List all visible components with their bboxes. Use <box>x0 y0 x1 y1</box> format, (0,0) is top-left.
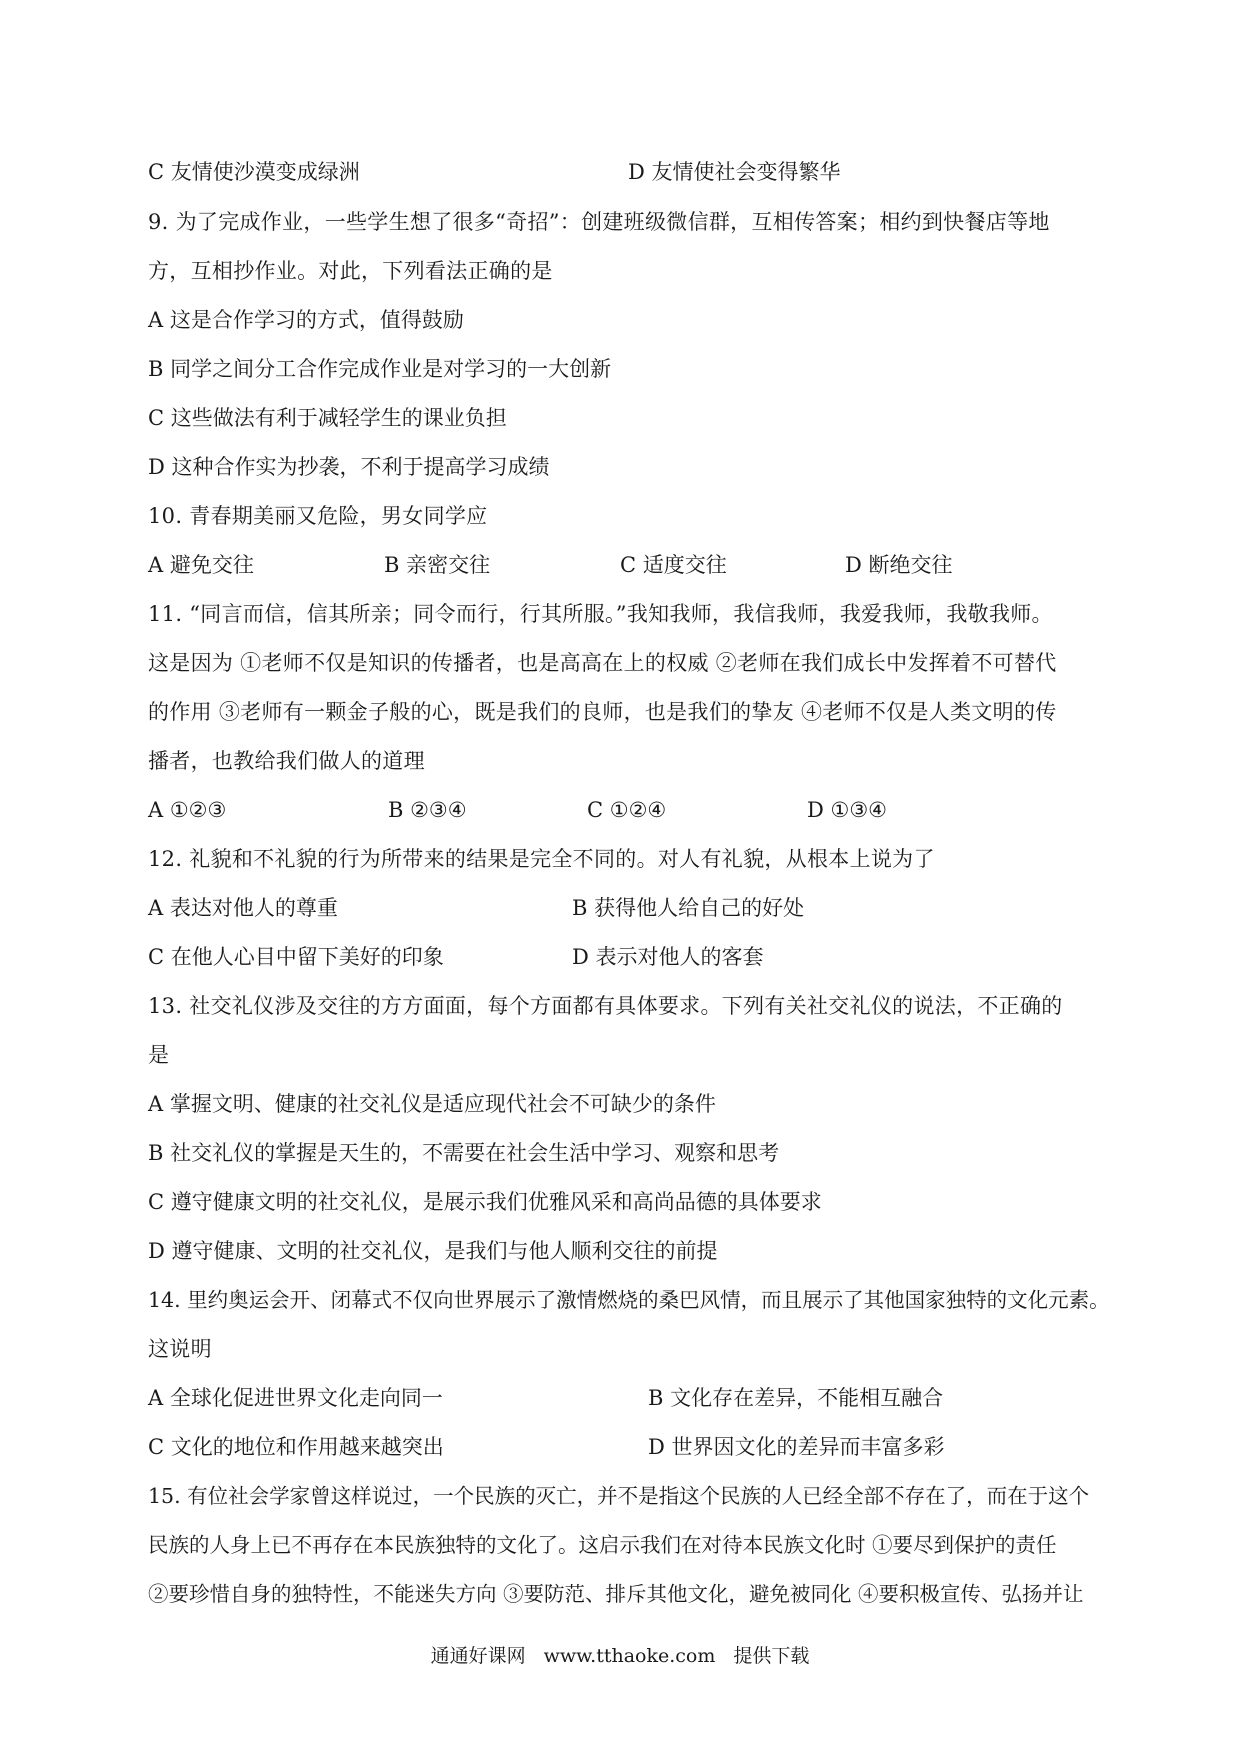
q11-option-d: D ①③④ <box>807 798 887 822</box>
q15-stem-line-1: 15. 有位社会学家曾这样说过，一个民族的灭亡，并不是指这个民族的人已经全部不存在了，而在于这个 <box>148 1484 1090 1508</box>
q11-option-a: A ①②③ <box>148 798 227 822</box>
q13-option-c: C 遵守健康文明的社交礼仪，是展示我们优雅风采和高尚品德的具体要求 <box>148 1190 822 1214</box>
q11-stem-line-1: 11. “同言而信，信其所亲；同令而行，行其所服。”我知我师，我信我师，我爱我师，我敬我师。 <box>148 602 1053 626</box>
q13-option-a: A 掌握文明、健康的社交礼仪是适应现代社会不可缺少的条件 <box>148 1092 716 1116</box>
q13-option-b: B 社交礼仪的掌握是天生的，不需要在社会生活中学习、观察和思考 <box>148 1141 780 1165</box>
q9-option-c: C 这些做法有利于减轻学生的课业负担 <box>148 406 507 430</box>
q10-option-b: B 亲密交往 <box>384 553 491 577</box>
q12-option-b: B 获得他人给自己的好处 <box>572 896 805 920</box>
q14-stem-line-1: 14. 里约奥运会开、闭幕式不仅向世界展示了激情燃烧的桑巴风情，而且展示了其他国家独特的文化元素。 <box>148 1288 1110 1312</box>
q14-option-d: D 世界因文化的差异而丰富多彩 <box>648 1435 945 1459</box>
q9-stem-line-1: 9. 为了完成作业，一些学生想了很多“奇招”：创建班级微信群，互相传答案；相约到快餐店等地 <box>148 210 1050 234</box>
q12-option-c: C 在他人心目中留下美好的印象 <box>148 945 444 969</box>
footer-url[interactable]: www.tthaoke.com <box>543 1645 716 1667</box>
q14-option-b: B 文化存在差异，不能相互融合 <box>648 1386 944 1410</box>
q11-option-c: C ①②④ <box>587 798 667 822</box>
q13-option-d: D 遵守健康、文明的社交礼仪，是我们与他人顺利交往的前提 <box>148 1239 718 1263</box>
q14-option-a: A 全球化促进世界文化走向同一 <box>148 1386 443 1410</box>
q9-option-d: D 这种合作实为抄袭，不利于提高学习成绩 <box>148 455 550 479</box>
q10-option-c: C 适度交往 <box>620 553 727 577</box>
footer-provide-text: 提供下载 <box>733 1645 810 1667</box>
q9-option-b: B 同学之间分工合作完成作业是对学习的一大创新 <box>148 357 612 381</box>
q14-option-c: C 文化的地位和作用越来越突出 <box>148 1435 444 1459</box>
q15-stem-line-3: ②要珍惜自身的独特性，不能迷失方向 ③要防范、排斥其他文化，避免被同化 ④要积极宣传、弘扬并让 <box>148 1582 1084 1606</box>
q14-stem-line-2: 这说明 <box>148 1337 212 1361</box>
q13-stem-line-1: 13. 社交礼仪涉及交往的方方面面，每个方面都有具体要求。下列有关社交礼仪的说法，不正确的 <box>148 994 1063 1018</box>
q13-stem-line-2: 是 <box>148 1043 170 1067</box>
q11-stem-line-3: 的作用 ③老师有一颗金子般的心，既是我们的良师，也是我们的挚友 ④老师不仅是人类文明的传 <box>148 700 1057 724</box>
q15-stem-line-2: 民族的人身上已不再存在本民族独特的文化了。这启示我们在对待本民族文化时 ①要尽到保护的责任 <box>148 1533 1057 1557</box>
footer-site-name: 通通好课网 <box>430 1645 526 1667</box>
q9-option-a: A 这是合作学习的方式，值得鼓励 <box>148 308 464 332</box>
q12-option-a: A 表达对他人的尊重 <box>148 896 338 920</box>
page-footer <box>0 1643 1240 1669</box>
q9-stem-line-2: 方，互相抄作业。对此，下列看法正确的是 <box>148 259 553 283</box>
q11-option-b: B ②③④ <box>388 798 467 822</box>
q12-stem-line-1: 12. 礼貌和不礼貌的行为所带来的结果是完全不同的。对人有礼貌，从根本上说为了 <box>148 847 935 871</box>
q12-option-d: D 表示对他人的客套 <box>572 945 764 969</box>
q10-stem-line-1: 10. 青春期美丽又危险，男女同学应 <box>148 504 488 528</box>
q8-option-c: C 友情使沙漠变成绿洲 <box>148 160 360 184</box>
q10-option-d: D 断绝交往 <box>845 553 953 577</box>
q11-stem-line-4: 播者，也教给我们做人的道理 <box>148 749 425 773</box>
q11-stem-line-2: 这是因为 ①老师不仅是知识的传播者，也是高高在上的权威 ②老师在我们成长中发挥着不可替代 <box>148 651 1057 675</box>
q8-option-d: D 友情使社会变得繁华 <box>628 160 841 184</box>
q10-option-a: A 避免交往 <box>148 553 254 577</box>
